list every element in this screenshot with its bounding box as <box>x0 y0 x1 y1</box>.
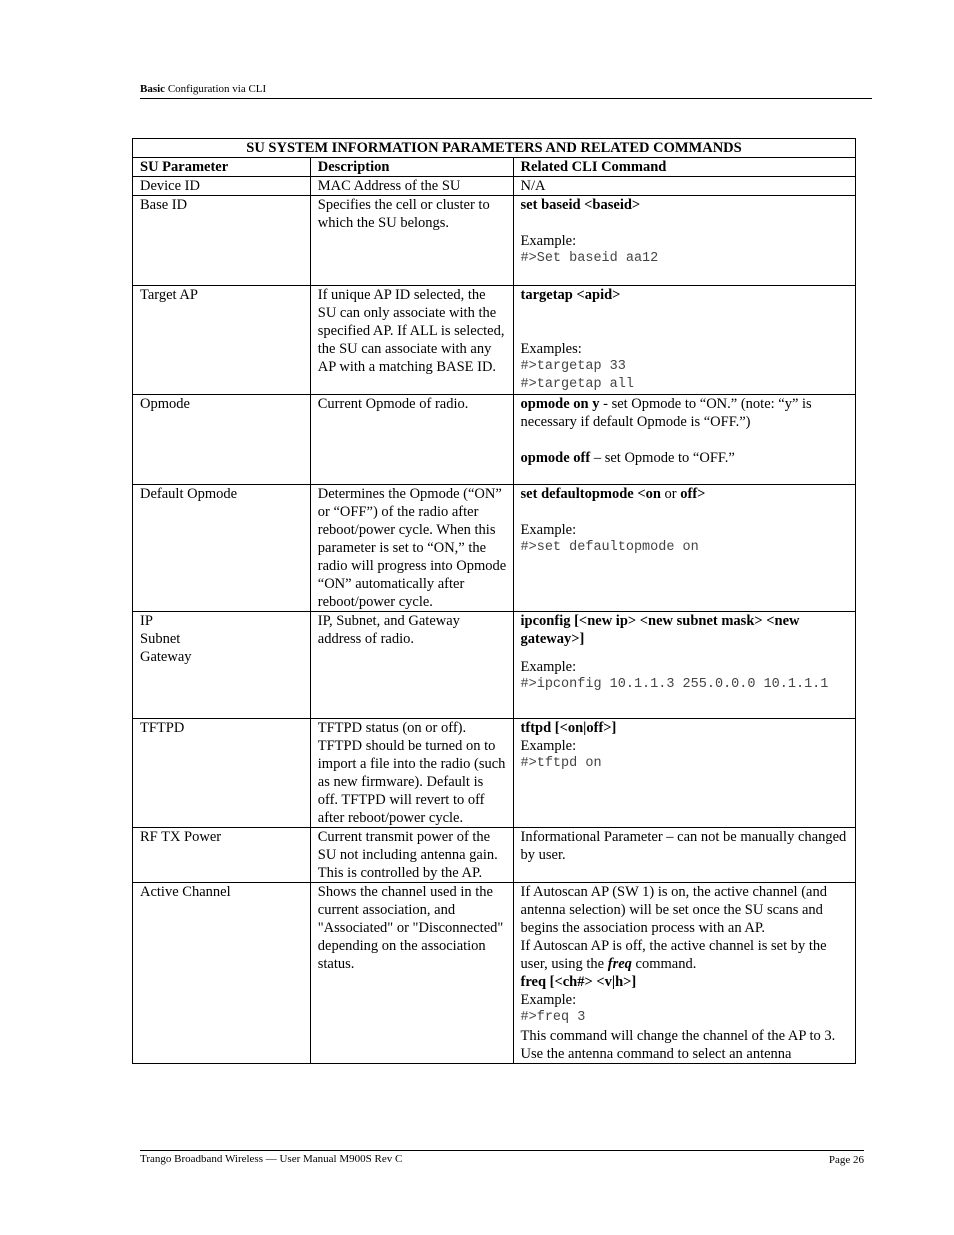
example-label: Example: <box>520 233 577 249</box>
cmd-syntax: opmode on y <box>520 396 600 412</box>
param-subnet: Subnet <box>140 631 181 647</box>
example-code: #>freq 3 <box>520 1010 586 1025</box>
cmd-cell <box>513 196 855 286</box>
table-row <box>133 395 856 485</box>
desc-cell: IP, Subnet, and Gateway address of radio. <box>310 612 513 719</box>
cmd-cell <box>513 883 855 1064</box>
cmd-cell: Informational Parameter – can not be manually changed by user. <box>513 828 855 883</box>
example-label: Example: <box>520 992 577 1008</box>
example-label: Example: <box>520 738 577 754</box>
param-cell: Base ID <box>133 196 311 286</box>
desc-cell: MAC Address of the SU <box>310 177 513 196</box>
cmd-cell <box>513 286 855 395</box>
example-label: Example: <box>520 659 577 675</box>
cmd-syntax: set defaultopmode <on <box>520 486 661 502</box>
param-cell: TFTPD <box>133 719 311 828</box>
table-row <box>133 612 856 719</box>
table-row <box>133 719 856 828</box>
param-cell <box>133 612 311 719</box>
desc-cell: Determines the Opmode (“ON” or “OFF”) of the radio after reboot/power cycle. When this parameter is set to “ON,” the radio will progress into Opmode “ON” automatically after reboot/power cycle. <box>310 485 513 612</box>
cmd-note: – set Opmode to “OFF.” <box>590 450 735 466</box>
cmd-syntax: tftpd [<on|off>] <box>520 720 617 736</box>
cmd-or: or <box>660 486 681 502</box>
desc-cell: TFTPD status (on or off). TFTPD should be turned on to import a file into the radio (such as new firmware). Default is off. TFTPD will revert to off after reboot/power cycle. <box>310 719 513 828</box>
cmd-syntax: freq [<ch#> <v|h>] <box>520 974 637 990</box>
cmd-cell: N/A <box>513 177 855 196</box>
desc-cell: Current transmit power of the SU not including antenna gain. This is controlled by the AP. <box>310 828 513 883</box>
param-cell: Active Channel <box>133 883 311 1064</box>
example-code: #>targetap 33 <box>520 359 626 374</box>
example-label: Example: <box>520 522 577 538</box>
desc-cell: Specifies the cell or cluster to which the SU belongs. <box>310 196 513 286</box>
example-code: #>Set baseid aa12 <box>520 251 659 266</box>
cmd-paragraph: If Autoscan AP (SW 1) is on, the active channel (and antenna selection) will be set once the SU scans and begins the association process with an AP. <box>520 884 827 936</box>
desc-cell: Shows the channel used in the current association, and "Associated" or "Disconnected" depending on the association status. <box>310 883 513 1064</box>
param-gateway: Gateway <box>140 649 192 665</box>
cmd-cell <box>513 719 855 828</box>
page-footer <box>140 1150 864 1165</box>
cmd-syntax: off> <box>680 486 706 502</box>
header-section-text: Configuration via CLI <box>165 83 267 95</box>
cmd-emphasis: freq <box>607 956 632 972</box>
param-cell: Device ID <box>133 177 311 196</box>
example-code: #>targetap all <box>520 377 634 392</box>
table-row <box>133 883 856 1064</box>
example-label: Examples: <box>520 341 582 357</box>
desc-cell: Current Opmode of radio. <box>310 395 513 485</box>
su-parameters-table <box>132 138 856 1064</box>
param-cell: RF TX Power <box>133 828 311 883</box>
desc-cell: If unique AP ID selected, the SU can only associate with the specified AP. If ALL is selected, the SU can associate with any AP with a matching BASE ID. <box>310 286 513 395</box>
table-row <box>133 286 856 395</box>
cmd-cell <box>513 612 855 719</box>
cmd-paragraph: command. <box>631 956 697 972</box>
cmd-cell <box>513 395 855 485</box>
param-cell: Default Opmode <box>133 485 311 612</box>
cmd-syntax: targetap <apid> <box>520 287 621 303</box>
example-code: #>ipconfig 10.1.1.3 255.0.0.0 10.1.1.1 <box>520 677 829 692</box>
col-header-parameter: SU Parameter <box>133 158 311 177</box>
col-header-description: Description <box>310 158 513 177</box>
example-code: #>set defaultopmode on <box>520 540 699 555</box>
table-row <box>133 177 856 196</box>
param-cell: Target AP <box>133 286 311 395</box>
table-row <box>133 485 856 612</box>
param-cell: Opmode <box>133 395 311 485</box>
cmd-syntax: set baseid <baseid> <box>520 197 641 213</box>
table-header-row <box>133 158 856 177</box>
table-row <box>133 196 856 286</box>
cmd-syntax: opmode off <box>520 450 591 466</box>
table-title-row <box>133 139 856 158</box>
footer-title: Trango Broadband Wireless — User Manual M900S Rev C <box>140 1153 403 1165</box>
cmd-cell <box>513 485 855 612</box>
cmd-syntax: ipconfig [<new ip> <new subnet mask> <new gateway>] <box>520 613 800 647</box>
cmd-note: - set Opmode to “ON.” (note: “y” is necessary if default Opmode is “OFF.”) <box>520 396 812 430</box>
example-code: #>tftpd on <box>520 756 602 771</box>
page-number: Page 26 <box>828 1154 864 1166</box>
table-row <box>133 828 856 883</box>
header-section-bold: Basic <box>140 83 166 95</box>
page-header <box>140 83 872 99</box>
param-ip: IP <box>140 613 153 629</box>
table-title: SU SYSTEM INFORMATION PARAMETERS AND RELATED COMMANDS <box>133 139 856 158</box>
col-header-command: Related CLI Command <box>513 158 855 177</box>
cmd-paragraph: If Autoscan AP is off, the active channel is set by the user, using the <box>520 938 827 972</box>
cmd-paragraph: This command will change the channel of the AP to 3. Use the antenna command to select an antenna <box>520 1028 836 1062</box>
